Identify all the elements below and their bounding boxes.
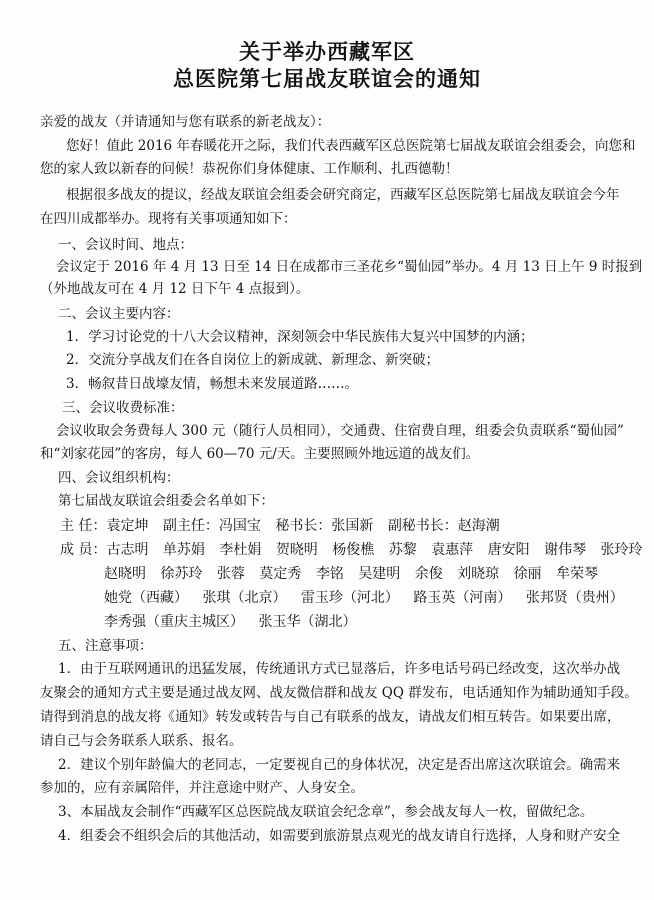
section-2-item-3: 3．畅叙昔日战壕友情，畅想未来发展道路……。	[66, 376, 359, 392]
committee-roster-row-5	[104, 613, 366, 631]
roster-entry: 张蓉	[216, 566, 245, 582]
section-2-item-2: 2．交流分享战友们在各自岗位上的新成就、新理念、新突破；	[66, 352, 440, 368]
section-5-item-2-line-2: 参加的，应有亲属陪伴，并注意途中财产、人身安全。	[40, 780, 364, 796]
roster-entry: 唐安阳	[487, 542, 530, 558]
roster-entry: 袁惠萍	[431, 542, 474, 558]
section-5-item-1-line-3: 请得到消息的战友将《通知》转发或转告与自己有联系的战友，请战友们相互转告。如果要出席，	[40, 709, 621, 725]
title-line-1: 关于举办西藏军区	[239, 40, 415, 64]
roster-entry: 主 任：袁定坤	[60, 518, 149, 534]
roster-entry: 副秘书长：赵海潮	[387, 518, 500, 534]
roster-entry: 张玲玲	[600, 542, 643, 558]
section-3-line-1: 会议收取会务费每人 300 元（随行人员相同），交通费、住宿费自理，组委会负责联系“蜀仙园”	[56, 423, 624, 439]
roster-entry: 刘晓琼	[457, 566, 500, 582]
roster-entry: 张玉华（湖北）	[258, 614, 357, 630]
committee-roster-row-3	[104, 565, 608, 583]
roster-entry: 李铭	[315, 566, 344, 582]
section-1-line-1: 会议定于 2016 年 4 月 13 日至 14 日在成都市三圣花乡“蜀仙园”举办。4 月 13 日上午 9 时报到	[56, 259, 643, 275]
greeting-line-2: 您的家人致以新春的问候！恭祝你们身体健康、工作顺利、扎西德勒！	[40, 161, 459, 177]
roster-entry: 吴建明	[358, 566, 401, 582]
section-2-heading: 二、会议主要内容：	[58, 306, 180, 322]
roster-entry: 贺晓明	[275, 542, 318, 558]
roster-entry: 李秀强（重庆主城区）	[104, 614, 244, 630]
section-5-item-3: 3、本届战友会制作“西藏军区总医院战友联谊会纪念章”，参会战友每人一枚，留做纪念。	[58, 804, 594, 820]
roster-entry: 她党（西藏）	[104, 590, 188, 606]
intro-line-1: 根据很多战友的提议，经战友联谊会组委会研究商定，西藏军区总医院第七届战友联谊会今年	[66, 187, 620, 203]
section-5-heading: 五、注意事项：	[58, 638, 153, 654]
section-5-item-1-line-1: 1．由于互联网通讯的迅猛发展，传统通讯方式已显落后，许多电话号码已经改变，这次举办战	[58, 661, 621, 677]
roster-entry: 路玉英（河南）	[413, 590, 512, 606]
greeting-line-1: 您好！值此 2016 年春暖花开之际，我们代表西藏军区总医院第七届战友联谊会组委会，向您和	[66, 138, 636, 154]
committee-roster-row-4	[104, 589, 634, 607]
roster-entry: 成 员：古志明	[60, 542, 149, 558]
roster-entry: 余俊	[414, 566, 443, 582]
section-5-item-1-line-2: 友聚会的通知方式主要是通过战友网、战友微信群和战友 QQ 群发布，电话通知作为辅助通知手段。	[40, 685, 638, 701]
section-3-heading: 三、会议收费标准：	[62, 400, 184, 416]
intro-line-2: 在四川成都举办。现将有关事项通知如下：	[40, 211, 297, 227]
roster-entry: 徐苏玲	[160, 566, 203, 582]
section-1-heading: 一、会议时间、地点：	[58, 237, 193, 253]
section-3-line-2: 和“刘家花园”的客房，每人 60—70 元/天。主要照顾外地远道的战友们。	[40, 446, 480, 462]
section-5-item-1-line-4: 请自己与会务联系人联系、报名。	[40, 733, 243, 749]
roster-entry: 秘书长：张国新	[275, 518, 374, 534]
section-5-item-2-line-1: 2．建议个别年龄偏大的老同志，一定要视自己的身体状况，决定是否出席这次联谊会。确需来	[58, 757, 621, 773]
section-2-item-1: 1．学习讨论党的十八大会议精神，深刻领会中华民族伟大复兴中国梦的内涵；	[66, 329, 534, 345]
roster-entry: 张邦贤（贵州）	[525, 590, 624, 606]
roster-entry: 莫定秀	[259, 566, 302, 582]
roster-entry: 副主任：冯国宝	[162, 518, 261, 534]
committee-roster-row-1	[60, 517, 510, 535]
title-line-2: 总医院第七届战友联谊会的通知	[173, 67, 481, 91]
section-1-line-2: （外地战友可在 4 月 12 日下午 4 点报到）。	[40, 281, 310, 297]
section-4-heading: 四、会议组织机构：	[58, 470, 180, 486]
roster-entry: 苏黎	[388, 542, 417, 558]
salutation: 亲爱的战友（并请通知与您有联系的新老战友）：	[40, 114, 331, 130]
roster-entry: 徐丽	[513, 566, 542, 582]
roster-entry: 杨俊樵	[332, 542, 375, 558]
roster-entry: 单苏娟	[162, 542, 205, 558]
roster-entry: 赵晓明	[104, 566, 146, 582]
committee-roster-row-2	[60, 541, 653, 559]
roster-entry: 张琪（北京）	[202, 590, 287, 606]
roster-entry: 雷玉珍（河北）	[300, 590, 399, 606]
roster-entry: 牟荣琴	[556, 566, 599, 582]
section-5-item-4-line-1: 4．组委会不组织会后的其他活动，如需要到旅游景点观光的战友请自行选择，人身和财产安全	[58, 828, 621, 844]
section-4-intro: 第七届战友联谊会组委会名单如下：	[58, 493, 274, 509]
roster-entry: 谢伟琴	[544, 542, 587, 558]
roster-entry: 李杜娟	[219, 542, 262, 558]
